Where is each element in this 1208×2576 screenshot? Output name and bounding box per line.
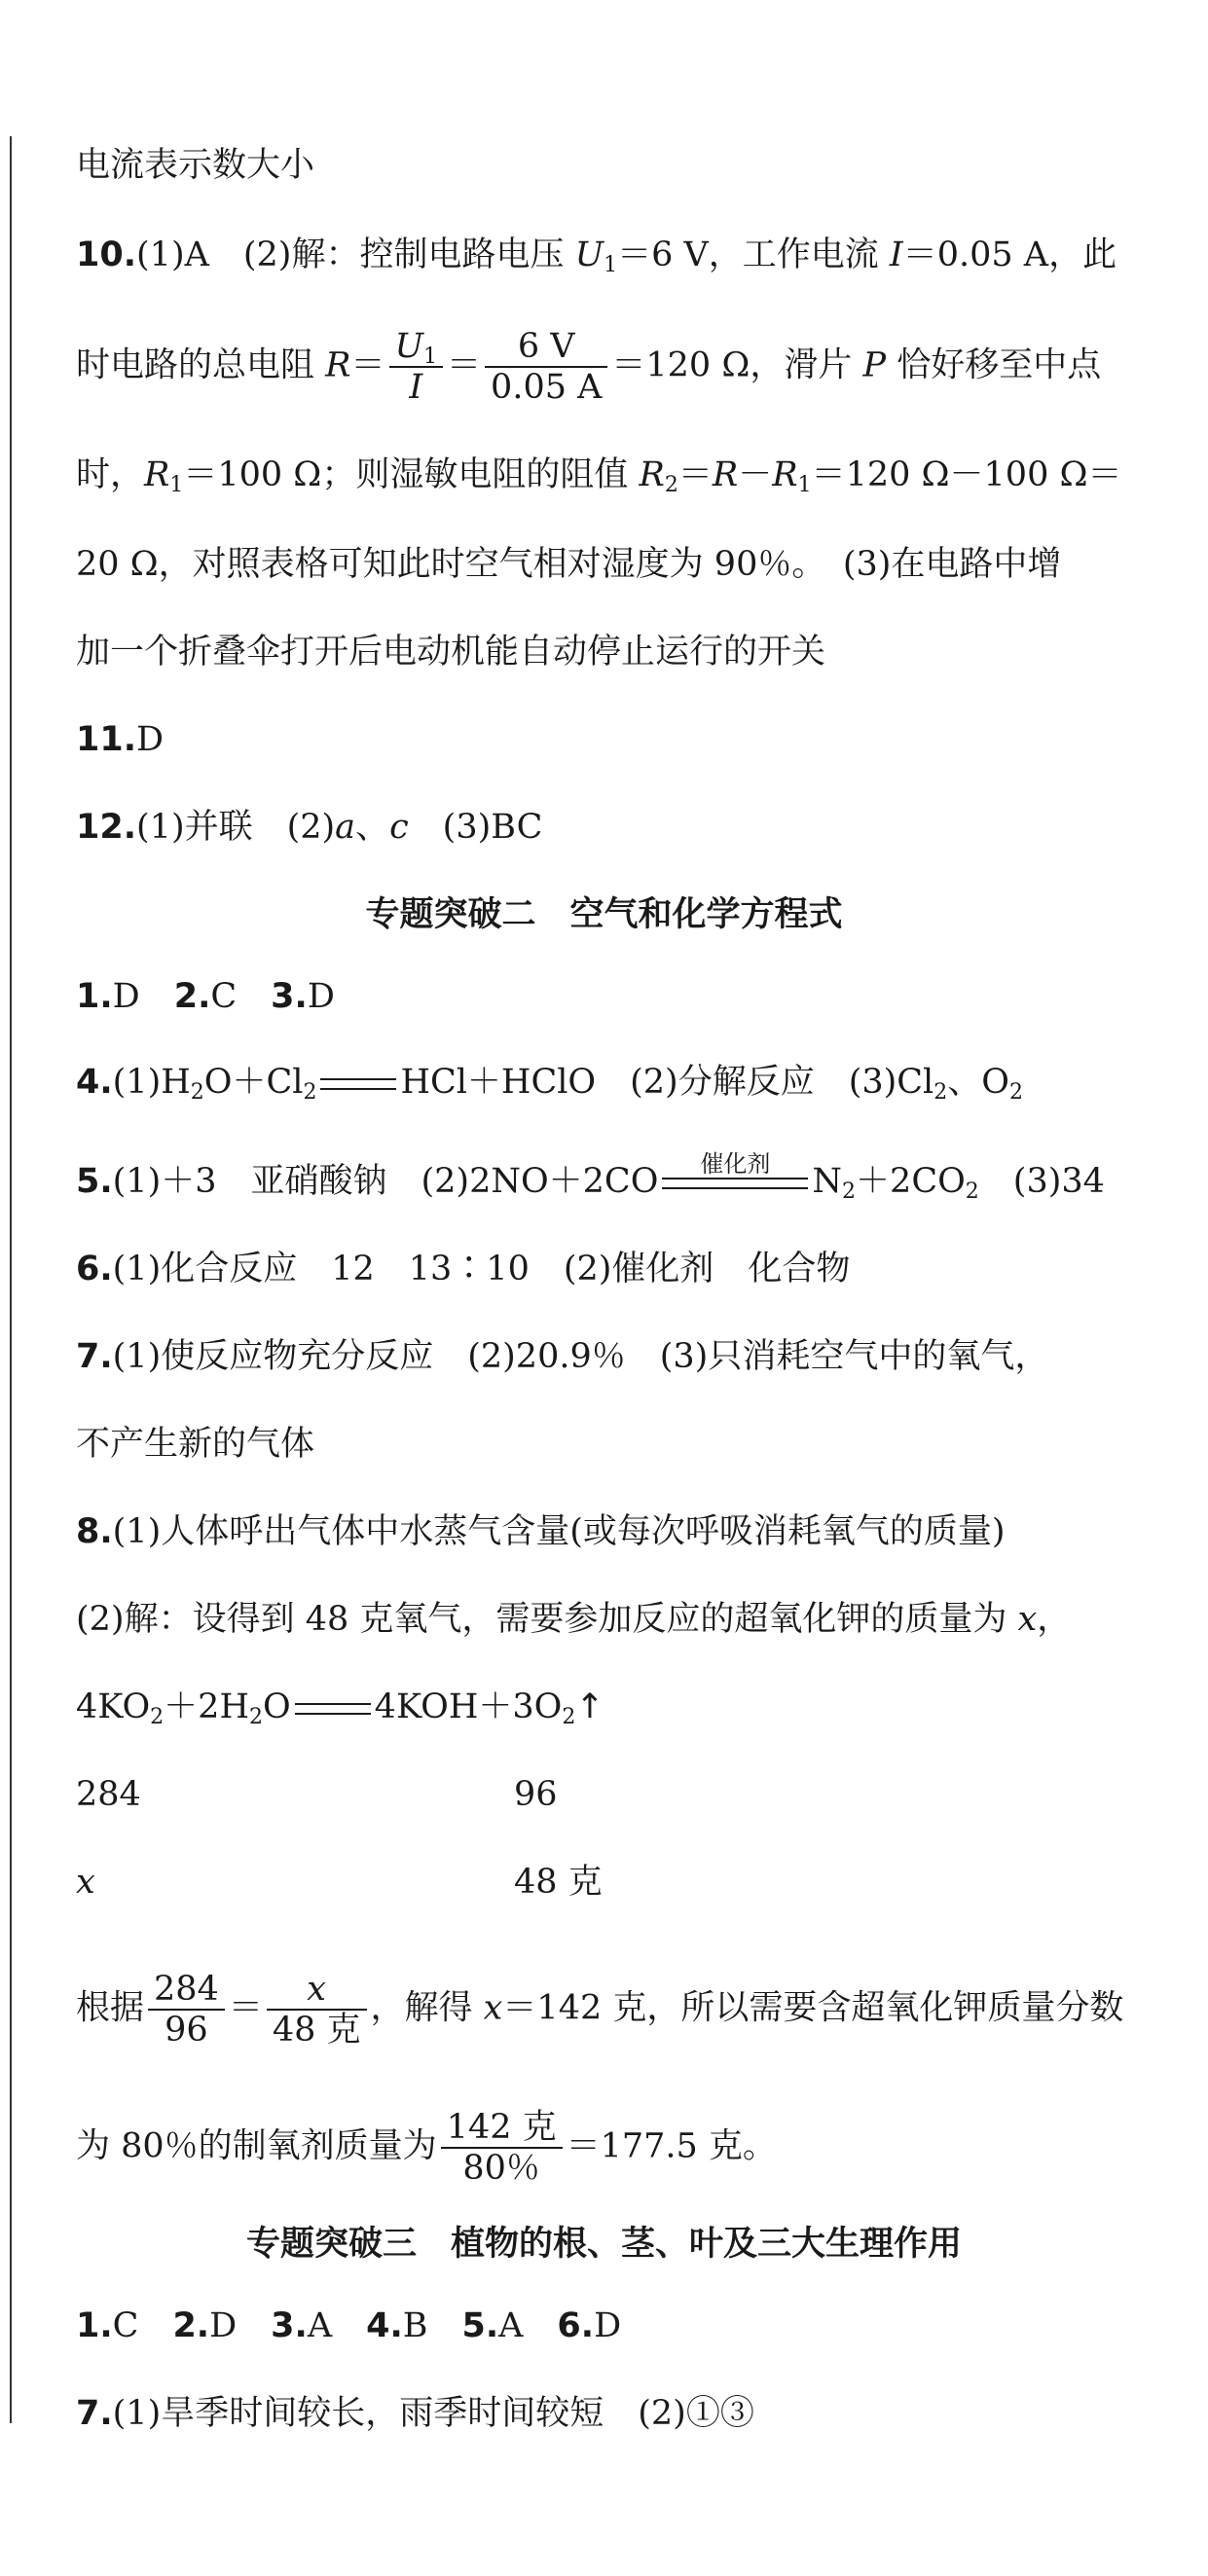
s2-q8-mass-1: 284 — [76, 1775, 141, 1814]
s2-q8-line-1: 8.(1)人体呼出气体中水蒸气含量(或每次呼吸消耗氧气的质量) — [76, 1512, 1006, 1551]
q10-line-4: 20 Ω，对照表格可知此时空气相对湿度为 90％。 (3)在电路中增 — [76, 545, 1062, 584]
q12-line: 12.(1)并联 (2)a、c (3)BC — [76, 808, 543, 847]
margin-line — [10, 136, 12, 2423]
gas-arrow-icon: ↑ — [575, 1687, 604, 1726]
section-heading-3: 专题突破三 植物的根、茎、叶及三大生理作用 — [245, 2225, 962, 2264]
s2-q7-line-2: 不产生新的气体 — [76, 1425, 315, 1464]
s3-q1-6: 1.C 2.D 3.A 4.B 5.A 6.D — [76, 2306, 622, 2345]
s2-q8-line-2: (2)解：设得到 48 克氧气，需要参加反应的超氧化钾的质量为 x， — [76, 1600, 1072, 1639]
reaction-equals — [320, 1078, 396, 1090]
reaction-equals — [295, 1703, 371, 1715]
s2-q6: 6.(1)化合反应 12 13∶10 (2)催化剂 化合物 — [76, 1250, 851, 1288]
fraction: $\frac{x}{\text{48 克}}$ — [267, 1970, 367, 2050]
q10-line-3: 时，$R_1=100$ Ω；则湿敏电阻的阻值 $R_2=R-R_1=120$ Ω－100 Ω＝ — [76, 455, 1122, 497]
q10-line-5: 加一个折叠伞打开后电动机能自动停止运行的开关 — [76, 633, 826, 671]
s2-q8-equation: $4KO_2+2H_2O$ $4KOH+3O_2↑$ — [76, 1687, 604, 1729]
s2-q8-mass-3: 48 克 — [514, 1863, 603, 1902]
fraction: $\frac{284}{96}$ — [148, 1970, 225, 2050]
answer-line: 电流表示数大小 — [76, 146, 315, 185]
s2-q8-line-3: 根据 $\frac{284}{96}$ ＝ $\frac{x}{\text{48 克}}$ ，解得 x＝142 克，所以需要含超氧化钾质量分数 — [76, 1970, 1124, 2050]
section-heading-2: 专题突破二 空气和化学方程式 — [365, 895, 843, 934]
s2-q8-line-4: 为 80％的制氧剂质量为 $\frac{\text{142 克}}{80\%}$ ＝177.5 克。 — [76, 2108, 777, 2188]
reaction-condition: 催化剂 — [662, 1178, 808, 1189]
s2-q8-var-x: x — [76, 1863, 95, 1902]
s2-q1-3: 1.D 2.C 3.D — [76, 977, 335, 1016]
fraction: $\frac{U_1}{I}$ — [389, 327, 444, 407]
fraction: $\frac{\text{142 克}}{80\%}$ — [441, 2108, 563, 2188]
s2-q5: 5.(1)＋3 亚硝酸钠 (2)2NO＋2CO 催化剂 $N_2+2CO_2$ (3)34 — [76, 1149, 1105, 1204]
q10-line-1: 10.(1)A (2)解：控制电路电压 $U_1=6$ V，工作电流 I＝0.05 A，此 — [76, 236, 1117, 277]
fraction: $\frac{6 V}{0.05 A}$ — [485, 327, 607, 407]
q10-line-2: 时电路的总电阻 R＝ $\frac{U_1}{I}$ ＝ $\frac{6 V}{0.05 A}$ ＝120 Ω，滑片 P 恰好移至中点 — [76, 327, 1102, 407]
q11-line: 11.D — [76, 720, 165, 759]
s2-q4: $4.(1)H_2O+Cl_2$ HCl＋HClO (2)分解反应 $(3)Cl_2$、$O_2$ — [76, 1063, 1023, 1105]
s2-q7-line-1: 7.(1)使反应物充分反应 (2)20.9％ (3)只消耗空气中的氧气， — [76, 1337, 1049, 1376]
s3-q7: 7.(1)旱季时间较长，雨季时间较短 (2)①③ — [76, 2394, 754, 2433]
s2-q8-mass-2: 96 — [514, 1775, 558, 1814]
